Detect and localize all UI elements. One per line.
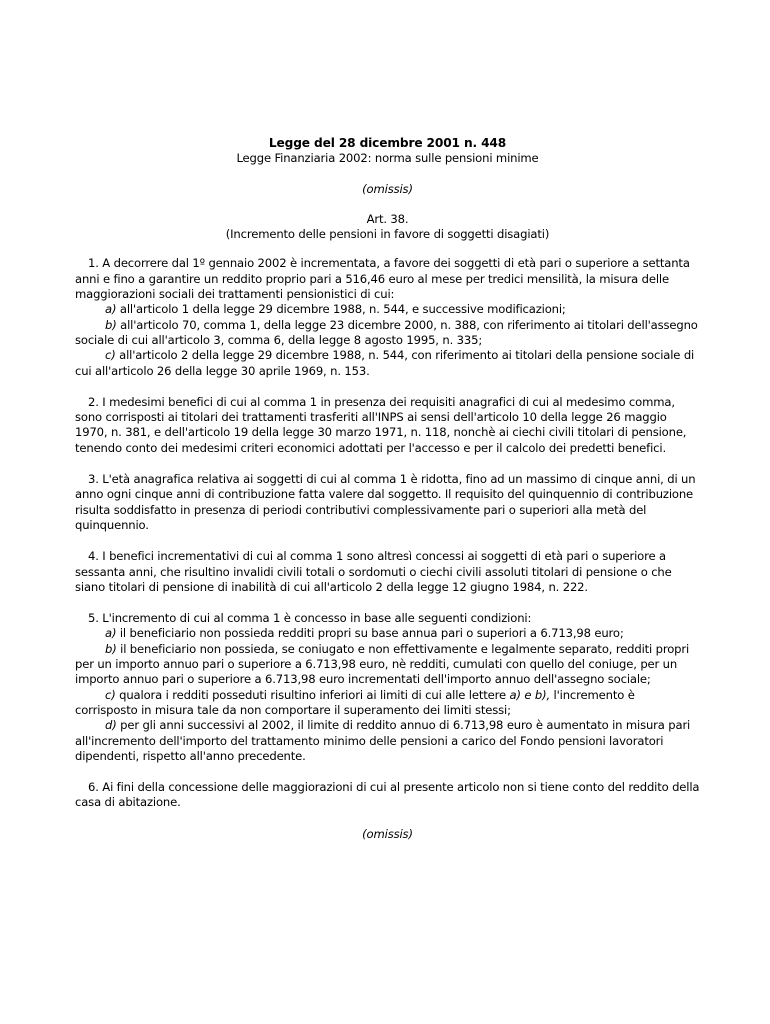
item-letter: b) (105, 641, 117, 656)
paragraph-2: 2. I medesimi benefici di cui al comma 1 in presenza dei requisiti anagrafici di cui al medesimo comma, sono corrisposti ai titolari dei trattamenti trasferiti all'INPS ai sensi dell'articolo 10 della legge 26 maggio 1970, n. 381, e dell'articolo 19 della legge 30 marzo 1971, n. 118, nonchè ai ciechi civili titolari di pensione, tenendo conto dei medesimi criteri economici adottati per l'accesso e per il calcolo dei predetti benefici. (75, 394, 687, 455)
paragraph-1-item-a (75, 302, 700, 317)
item-text: all'articolo 70, comma 1, della legge 23 dicembre 2000, n. 388, con riferimento ai titolari dell'assegno sociale di cui all'articolo 3, comma 6, della legge 8 agosto 1995, n. 335; (75, 317, 698, 347)
item-letter: a) (105, 626, 117, 641)
item-text: per gli anni successivi al 2002, il limite di reddito annuo di 6.713,98 euro è aumentato in misura pari all'incremento dell'importo del trattamento minimo delle pensioni a carico del Fondo pensioni lavoratori dipendenti, rispetto all'anno precedente. (75, 718, 691, 763)
item-letter: c) (105, 687, 116, 702)
item-text: l'incremento è corrisposto in misura tale da non comportare il superamento dei limiti stessi; (75, 687, 635, 717)
item-letter: d) (105, 718, 117, 733)
paragraph-5-item-a (75, 626, 700, 641)
item-text: all'articolo 2 della legge 29 dicembre 1988, n. 544, con riferimento ai titolari della pensione sociale di cui all'articolo 26 della legge 30 aprile 1969, n. 153. (75, 348, 695, 378)
paragraph-1-item-c (75, 348, 700, 379)
paragraph-4: 4. I benefici incrementativi di cui al comma 1 sono altresì concessi ai soggetti di età pari o superiore a sessanta anni, che risultino invalidi civili totali o sordomuti o ciechi civili assoluti titolari di pensione o che siano titolari di pensione di inabilità di cui all'articolo 2 della legge 12 giugno 1984, n. 222. (75, 549, 672, 594)
item-letter: c) (105, 348, 116, 363)
item-text: il beneficiario non possieda redditi propri su base annua pari o superiori a 6.713,98 euro; (116, 626, 624, 641)
paragraph-5: 5. L'incremento di cui al comma 1 è concesso in base alle seguenti condizioni: (88, 611, 532, 626)
item-letter: b) (105, 317, 117, 332)
paragraph-6: 6. Ai fini della concessione delle maggiorazioni di cui al presente articolo non si tiene conto del reddito della casa di abitazione. (75, 780, 700, 810)
omissis-bottom: (omissis) (362, 826, 413, 841)
law-title: Legge del 28 dicembre 2001 n. 448 (268, 136, 507, 150)
omissis-top: (omissis) (362, 181, 413, 196)
paragraph-1-item-b (75, 318, 700, 349)
paragraph-1: 1. A decorrere dal 1º gennaio 2002 è incrementata, a favore dei soggetti di età pari o superiore a settanta anni e fino a garantire un reddito proprio pari a 516,46 euro al mese per tredici mensilità, la misura delle maggiorazioni sociali dei trattamenti pensionistici di cui: (75, 256, 690, 302)
letters-reference: a) e b), (509, 687, 551, 702)
paragraph-5-item-b (75, 642, 700, 688)
document-page (75, 136, 700, 842)
item-letter: a) (105, 302, 117, 317)
article-heading: (Incremento delle pensioni in favore di soggetti disagiati) (225, 227, 550, 242)
paragraph-5-item-c (75, 688, 700, 719)
paragraph-3: 3. L'età anagrafica relativa ai soggetti di cui al comma 1 è ridotta, fino ad un massimo di cinque anni, di un anno ogni cinque anni di contribuzione fatta valere dal soggetto. Il requisito del quinquennio di contribuzione risulta soddisfatto in presenza di periodi contributivi complessivamente pari o superiori alla metà del quinquennio. (75, 472, 696, 532)
item-text: il beneficiario non possieda, se coniugato e non effettivamente e legalmente separato, redditi propri per un importo annuo pari o superiore a 6.713,98 euro, nè redditi, cumulati con quello del coniuge, per un importo annuo pari o superiore a 6.713,98 euro incrementati dell'importo annuo dell'assegno sociale; (75, 641, 690, 687)
law-subtitle: Legge Finanziaria 2002: norma sulle pensioni minime (236, 151, 539, 166)
item-text: qualora i redditi posseduti risultino inferiori ai limiti di cui alle lettere (115, 687, 510, 702)
paragraph-5-item-d (75, 718, 700, 764)
article-number: Art. 38. (366, 211, 409, 226)
item-text: all'articolo 1 della legge 29 dicembre 1988, n. 544, e successive modificazioni; (116, 302, 566, 317)
